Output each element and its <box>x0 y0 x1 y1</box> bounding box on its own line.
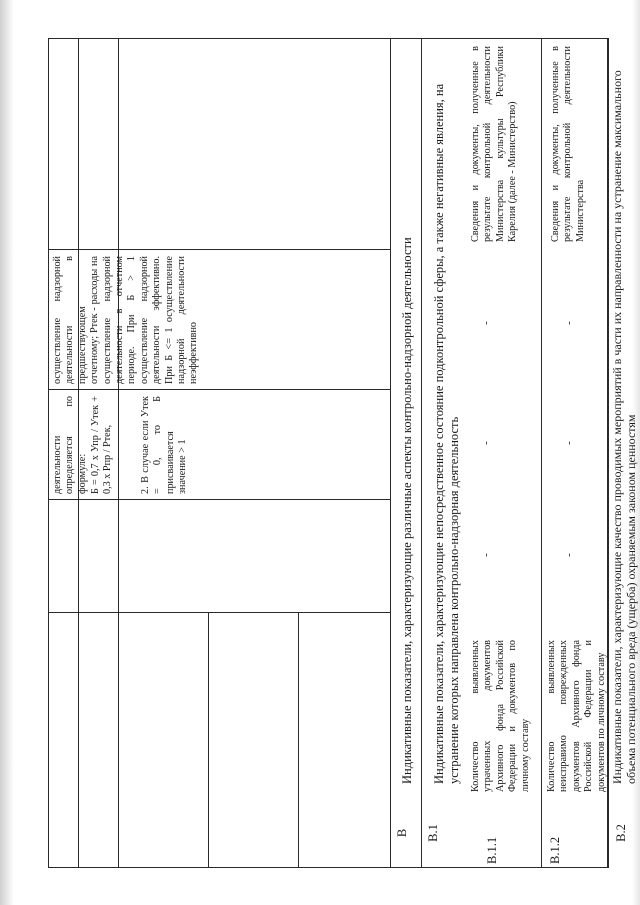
rule <box>48 249 390 250</box>
row-code: В.1.1 <box>485 836 499 864</box>
formula-line: Б = 0,7 x Упр / Утек + 0,3 x Рпр / Ртек, <box>90 396 114 494</box>
rule <box>48 389 390 390</box>
section-title-v2: Индикативные показатели, характеризующие качество проводимых мероприятий в части их направленности на устранение максимального объема потенциального вреда (ущерба) охраняемым законом ценностям <box>610 70 638 784</box>
section-title-v1: Индикативные показатели, характеризующие непосредственное состояние подконтрольной сферы, а также негативные явления, на устранение которых направлена контрольно-надзорная деятельность <box>432 83 461 784</box>
formula-description: осуществление надзорной деятельности в предшествующем отчетному; Ртек - расходы на осуществление надзорной деятельности в отчетном периоде. При Б > 1 осуществление надзорной деятельности эффективно. При Б <= 1 осуществление надзорной деятельности неэффективно <box>52 256 200 384</box>
section-code-v1: В.1 <box>426 824 440 842</box>
row-dash: - <box>563 441 575 445</box>
row-name: Количество выявленных неисправимо поврежденных документов Архивного фонда Российской Федерации и документов по личному составу <box>546 640 607 792</box>
row-source: Сведения и документы, полученные в результате контрольной деятельности Министерства <box>550 46 586 242</box>
rule <box>421 38 422 868</box>
row-code: В.1.2 <box>548 836 562 864</box>
row-dash: - <box>480 441 492 445</box>
row-dash: - <box>563 321 575 325</box>
section-code-v: В <box>395 828 409 838</box>
rule <box>208 613 209 868</box>
rule <box>298 613 299 868</box>
rule <box>48 499 390 500</box>
rotated-table <box>48 38 608 868</box>
rule <box>48 38 49 868</box>
row-dash: - <box>480 321 492 325</box>
rule <box>48 867 608 868</box>
rule <box>48 38 608 39</box>
row-dash: - <box>563 553 575 557</box>
section-code-v2: В.2 <box>614 824 628 842</box>
formula-text: деятельности определяется по формуле: <box>52 396 88 494</box>
rule <box>390 38 391 868</box>
formula-note: 2. В случае если Утек = 0, то Б присваивается значение > 1 <box>140 396 189 494</box>
row-dash: - <box>480 553 492 557</box>
section-title-v: Индикативные показатели, характеризующие различные аспекты контрольно-надзорной деятельности <box>400 237 414 784</box>
row-name: Количество выявленных утраченных документов Архивного фонда Российской Федерации и документов по личному составу <box>470 640 531 792</box>
scan-edge-shadow <box>0 0 14 905</box>
section-v2-strip <box>608 38 640 868</box>
row-source: Сведения и документы, полученные в результате контрольной деятельности Министерства культуры Республики Карелия (далее - Министерство) <box>470 46 519 242</box>
rule <box>48 612 390 613</box>
